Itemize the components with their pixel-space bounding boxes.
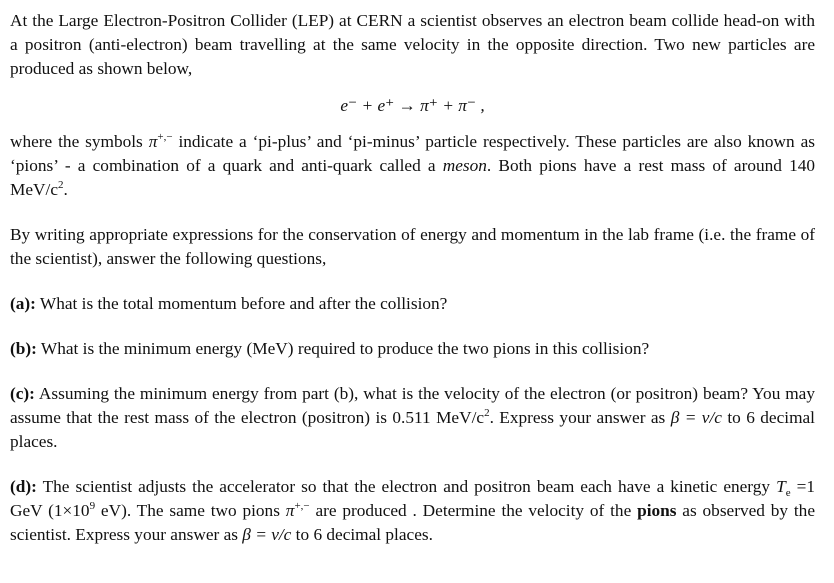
pions-paragraph	[10, 130, 815, 202]
intro-paragraph: At the Large Electron-Positron Collider (LEP) at CERN a scientist observes an electron beam collide head-on with a positron (anti-electron) beam travelling at the same velocity in the opposite direction. Two new particles are produced as shown below,	[10, 11, 815, 78]
question-b	[10, 337, 815, 361]
question-c-text-3: to 6 decimal places.	[10, 408, 815, 451]
question-c-beta: β = v/c	[670, 408, 722, 427]
question-b-text: What is the minimum energy (MeV) required to produce the two pions in this collision?	[36, 339, 650, 358]
pions-text-c: . Both pions have a rest mass of around 140 MeV/c	[10, 156, 815, 199]
question-d-label: (d):	[10, 477, 37, 496]
question-d-text-6: to 6 decimal places.	[291, 525, 433, 544]
pions-text-end: .	[63, 180, 68, 199]
pi-symbol: π	[148, 132, 158, 151]
meson-term: meson	[442, 156, 487, 175]
exponent-superscript: 9	[89, 500, 96, 512]
question-d-text-4: are produced . Determine the velocity of the	[309, 501, 638, 520]
question-c-squared: 2	[484, 407, 490, 419]
pions-text-a: where the symbols	[10, 132, 149, 151]
question-d	[10, 475, 815, 547]
pions-text-b: indicate a ‘pi-plus’ and ‘pi-minus’ particle respectively. These particles are also known as ‘pions’ - a combination of a quark and anti-quark called a	[10, 132, 815, 175]
question-d-text-2: =1 GeV (1×10	[10, 477, 815, 520]
question-d-text-3: eV). The same two pions	[95, 501, 286, 520]
kinetic-energy-subscript: e	[785, 487, 791, 499]
question-d-pi: π	[285, 501, 295, 520]
problem-document	[10, 9, 815, 547]
pi-charge-superscript: +,−	[157, 131, 173, 143]
kinetic-energy-symbol: T	[776, 477, 786, 496]
question-b-label: (b):	[10, 339, 37, 358]
question-c-text-1: Assuming the minimum energy from part (b), what is the velocity of the electron (or positron) beam? You may assume that the rest mass of the electron (positron) is 0.511 MeV/c	[10, 384, 815, 427]
question-d-pi-charge: +,−	[294, 500, 310, 512]
question-c	[10, 382, 815, 454]
question-a	[10, 292, 815, 316]
question-c-text-2: . Express your answer as	[489, 408, 671, 427]
question-d-text-1: The scientist adjusts the accelerator so that the electron and positron beam each have a kinetic energy	[36, 477, 777, 496]
question-a-label: (a):	[10, 294, 36, 313]
question-d-text-5: as observed by the scientist. Express your answer as	[10, 501, 815, 544]
c-squared-superscript: 2	[58, 179, 64, 191]
reaction-equation: e⁻ + e⁺ → π⁺ + π⁻ ,	[340, 96, 485, 115]
question-a-text: What is the total momentum before and after the collision?	[35, 294, 448, 313]
pions-bold-term: pions	[637, 501, 677, 520]
instructions-paragraph: By writing appropriate expressions for the conservation of energy and momentum in the lab frame (i.e. the frame of the scientist), answer the following questions,	[10, 225, 815, 268]
question-d-beta: β = v/c	[242, 525, 292, 544]
question-c-label: (c):	[10, 384, 35, 403]
